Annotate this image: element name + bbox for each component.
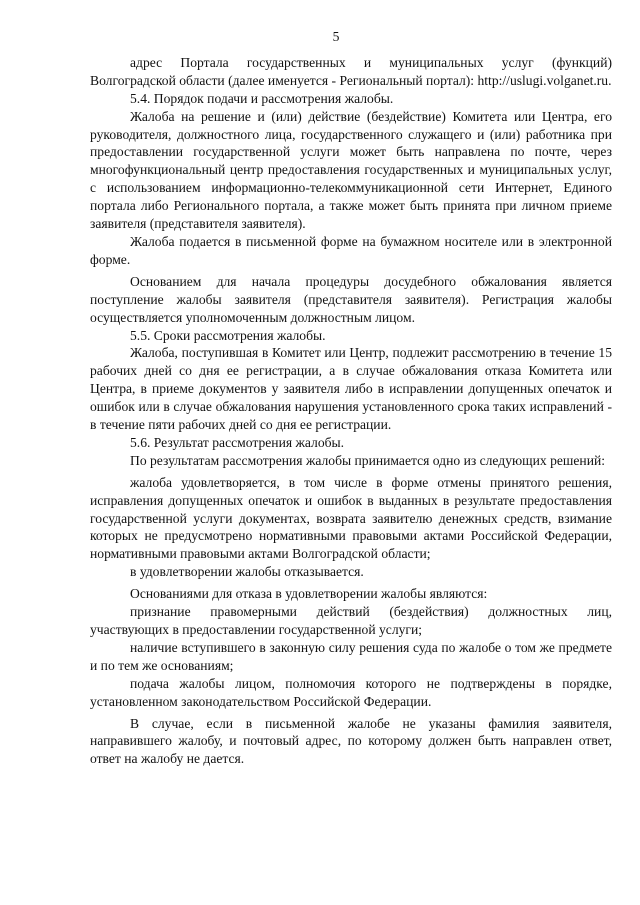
paragraph: Жалоба подается в письменной форме на бумажном носителе или в электронной форме. xyxy=(90,233,612,267)
paragraph: наличие вступившего в законную силу решения суда по жалобе о том же предмете и по тем же основаниям; xyxy=(90,639,612,673)
document-body xyxy=(90,54,612,768)
paragraph: Основаниями для отказа в удовлетворении жалобы являются: xyxy=(130,586,488,602)
paragraph: 5.6. Результат рассмотрения жалобы. xyxy=(130,434,345,450)
paragraph: жалоба удовлетворяется, в том числе в форме отмены принятого решения, исправления допущенных опечаток и ошибок в выданных в результате предоставления государственной услуги документах, возврата заявителю денежных средств, взимание которых не предусмотрено нормативными правовыми актами Российской Федерации, нормативными правовыми актами Волгоградской области; xyxy=(90,474,612,562)
paragraph: Жалоба, поступившая в Комитет или Центр, подлежит рассмотрению в течение 15 рабочих дней со дня ее регистрации, а в случае обжалования отказа Комитета или Центра, в приеме документов у заявителя либо в исправлении допущенных опечаток и ошибок или в случае обжалования нарушения установленного срока таких исправлений - в течение пяти рабочих дней со дня ее регистрации. xyxy=(90,345,612,433)
paragraph: адрес Портала государственных и муниципальных услуг (функций) Волгоградской области (далее именуется - Региональный портал): http://uslugi.volganet.ru. xyxy=(90,54,612,88)
paragraph: Жалоба на решение и (или) действие (бездействие) Комитета или Центра, его руководителя, должностного лица, государственного служащего и (или) работника при предоставлении государственной услуги может быть направлена по почте, через многофункциональный центр предоставления государственных и муниципальных услуг, с использованием информационно-телекоммуникационной сети Интернет, Единого портала либо Регионального портала, а также может быть принята при личном приеме заявителя (представителя заявителя). xyxy=(90,108,612,232)
paragraph: 5.4. Порядок подачи и рассмотрения жалобы. xyxy=(130,90,394,106)
paragraph: По результатам рассмотрения жалобы принимается одно из следующих решений: xyxy=(130,452,606,468)
paragraph: Основанием для начала процедуры досудебного обжалования является поступление жалобы заявителя (представителя заявителя). Регистрация жалобы осуществляется уполномоченным должностным лицом. xyxy=(90,273,612,325)
paragraph: 5.5. Сроки рассмотрения жалобы. xyxy=(130,327,326,343)
paragraph: подача жалобы лицом, полномочия которого не подтверждены в порядке, установленном законодательством Российской Федерации. xyxy=(90,675,612,709)
paragraph: признание правомерными действий (бездействия) должностных лиц, участвующих в предоставлении государственной услуги; xyxy=(90,604,612,637)
paragraph: В случае, если в письменной жалобе не указаны фамилия заявителя, направившего жалобу, и почтовый адрес, по которому должен быть направлен ответ, ответ на жалобу не дается. xyxy=(90,715,612,767)
paragraph: в удовлетворении жалобы отказывается. xyxy=(130,564,364,580)
page-number: 5 xyxy=(332,29,340,44)
